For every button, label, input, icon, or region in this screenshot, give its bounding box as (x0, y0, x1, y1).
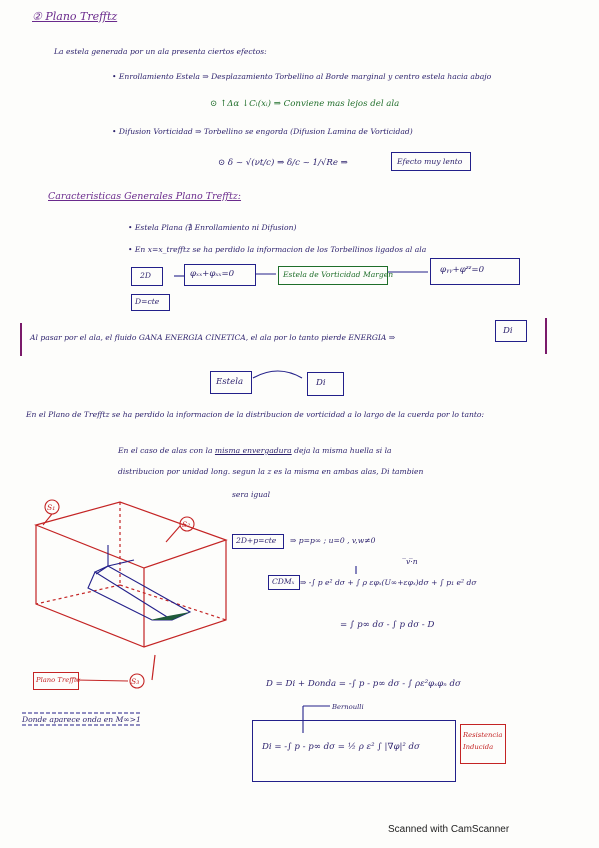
effect-enrollamiento-detail: ⊙ ↑Δα ↓Cₗ(xᵢ) ⇒ Conviene mas lejos del ala (210, 99, 400, 109)
s1-label: S₁ (47, 503, 56, 512)
final-equation: Di = -∫ p - p∞ dσ = ½ ρ ε² ∫ |∇φ|² dσ (262, 742, 420, 752)
wake-strip (150, 612, 190, 620)
case-line2: distribucion por unidad long. segun la z es la misma en ambas alas, Di tambien (118, 467, 424, 476)
resistance-label: Resistencia Inducida (463, 731, 503, 751)
char-trefftz-info: • En x=x_trefftz se ha perdido la informacion de los Torbellinos ligados al ala (128, 245, 427, 254)
intro-text: La estela generada por un ala presenta ciertos efectos: (54, 47, 267, 56)
section-heading: ② Plano Trefftz (32, 10, 118, 23)
char-dcte: D=cte (135, 297, 160, 306)
effect-difusion: • Difusion Vorticidad ⇒ Torbellino se engorda (Difusion Lamina de Vorticidad) (112, 127, 413, 136)
eq-line3: D = Di + Donda = -∫ p - p∞ dσ - ∫ ρε²φₓφₙ dσ (266, 679, 461, 689)
eq-2d-label: 2D+p=cte (236, 536, 277, 545)
di-label: Di (316, 378, 326, 388)
estela-label: Estela (216, 377, 244, 387)
char-eq1: φₓₓ+φₓₓ=0 (190, 269, 235, 279)
energy-statement: Al pasar por el ala, el fluido GANA ENERGIA CINETICA, el ala por lo tanto pierde ENERGIA ⇒ (30, 333, 396, 342)
energy-di-label: Di (503, 326, 513, 336)
cdm-nv: ̅v·̅n (406, 557, 418, 566)
bernoulli-label: Bernoulli (332, 703, 364, 711)
box-top-face (36, 502, 226, 568)
effect-enrollamiento: • Enrollamiento Estela ⇒ Desplazamiento Torbellino al Borde marginal y centro estela hacia abajo (112, 72, 492, 81)
s2-label: S₂ (182, 520, 191, 529)
eq-2d-rest: ⇒ p=p∞ ; u=0 , v,w≠0 (290, 536, 376, 545)
eq-line2: = ∫ p∞ dσ - ∫ p dσ - D (340, 620, 435, 630)
characteristics-title: Caracteristicas Generales Plano Trefftz: (48, 191, 242, 202)
cdm-label: CDMₓ (272, 577, 295, 586)
wing-shape (95, 566, 190, 620)
char-2d-label: 2D (140, 271, 151, 280)
char-eq2: φᵧᵧ+φᶻᶻ=0 (440, 265, 485, 275)
side-note: Donde aparece onda en M∞>1 (22, 715, 141, 724)
plano-trefftz-label: Plano Trefftz (36, 676, 81, 684)
char-vorticity-label: Estela de Vorticidad Margen (283, 270, 394, 279)
effect-difusion-detail: ⊙ δ ~ √(νt/c) ⇒ δ/c ~ 1/√Re ⇒ (218, 158, 348, 168)
s3-label: S₃ (131, 677, 140, 686)
trefftz-note: En el Plano de Trefftz se ha perdido la informacion de la distribucion de vorticidad a lo largo de la cuerda por lo tanto: (26, 410, 485, 419)
char-estela-plana: • Estela Plana (∄ Enrollamiento ni Difusion) (128, 223, 297, 232)
case-line1: En el caso de alas con la misma envergadura deja la misma huella si la (118, 446, 392, 455)
footer-watermark: Scanned with CamScanner (388, 824, 510, 835)
case-line3: sera igual (232, 490, 271, 499)
cdm-equation: ⇒ -∫ p e² dσ + ∫ ρ εφₓ(U∞+εφₓ)dσ + ∫ p₁ e² dσ (300, 578, 477, 587)
effect-slow-label: Efecto muy lento (397, 157, 463, 166)
